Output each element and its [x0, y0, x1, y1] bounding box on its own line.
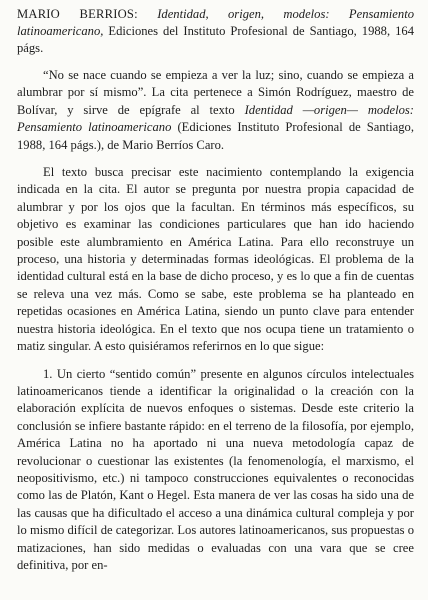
- book-citation: [17, 6, 414, 57]
- citation-author: MARIO BERRIOS:: [17, 7, 138, 21]
- epigraph-book-title: Identidad —origen— modelos: Pensamiento latinoamericano: [17, 102, 414, 135]
- epigraph-text-a: “No se nace cuando se empieza a ver la luz; sino, cuando se empieza a alumbrar por sí mismo”. La cita pertenece a Simón Rodríguez, maestro de Bolívar, y sirve de epígrafe al texto: [17, 68, 414, 117]
- body-paragraph-point-1: 1. Un cierto “sentido común” presente en algunos círculos intelectuales latinoamericanos tiende a identificar la originalidad o la creación con la elaboración explícita de nuevos enfoques o sistemas. Desde este criterio la conclusión se infiere bastante rápido: en el terreno de la filosofía, por ejemplo, América Latina no ha aportado ni una nueva metodología capaz de revolucionar o cuestionar las existentes (la fenomenología, el marxismo, el neopositivismo, etc.) ni tampoco construcciones equivalentes o reconocidas como las de Platón, Kant o Hegel. Esta manera de ver las cosas ha sido una de las causas que ha dificultado el acceso a una dinámica cultural compleja y por lo mismo difícil de categorizar. Los autores latinoamericanos, sus propuestas o matizaciones, han sido medidas o evaluadas con una vara que se cree definitiva, por en-: [17, 366, 414, 572]
- epigraph-paragraph: [17, 67, 414, 154]
- citation-title: Identidad, origen, modelos: Pensamiento latinoamericano,: [17, 7, 414, 38]
- citation-publisher: Ediciones del Instituto Profesional de Santiago, 1988, 164 págs.: [17, 24, 414, 55]
- body-paragraph-intro: El texto busca precisar este nacimiento contemplando la exigencia indicada en la cita. El autor se pregunta por nuestra propia capacidad de alumbrar y por los ojos que la facultan. En términos más específicos, su objetivo es examinar las condiciones particulares que han ido haciendo posible este alumbramiento en América Latina. Para ello reconstruye un proceso, una historia y determinadas formas ideológicas. El problema de la identidad cultural está en la base de dicho proceso, y es lo que a fin de cuentas se releva una vez más. Como se sabe, este problema se ha planteado en repetidas ocasiones en América Latina, siendo un punto clave para entender nuestra historia ideológica. En el texto que nos ocupa tiene un tratamiento o matiz singular. A esto quisiéramos referirnos en lo que sigue:: [17, 165, 414, 354]
- epigraph-text-b: (Ediciones Instituto Profesional de Santiago, 1988, 164 págs.), de Mario Berríos Caro.: [17, 120, 415, 152]
